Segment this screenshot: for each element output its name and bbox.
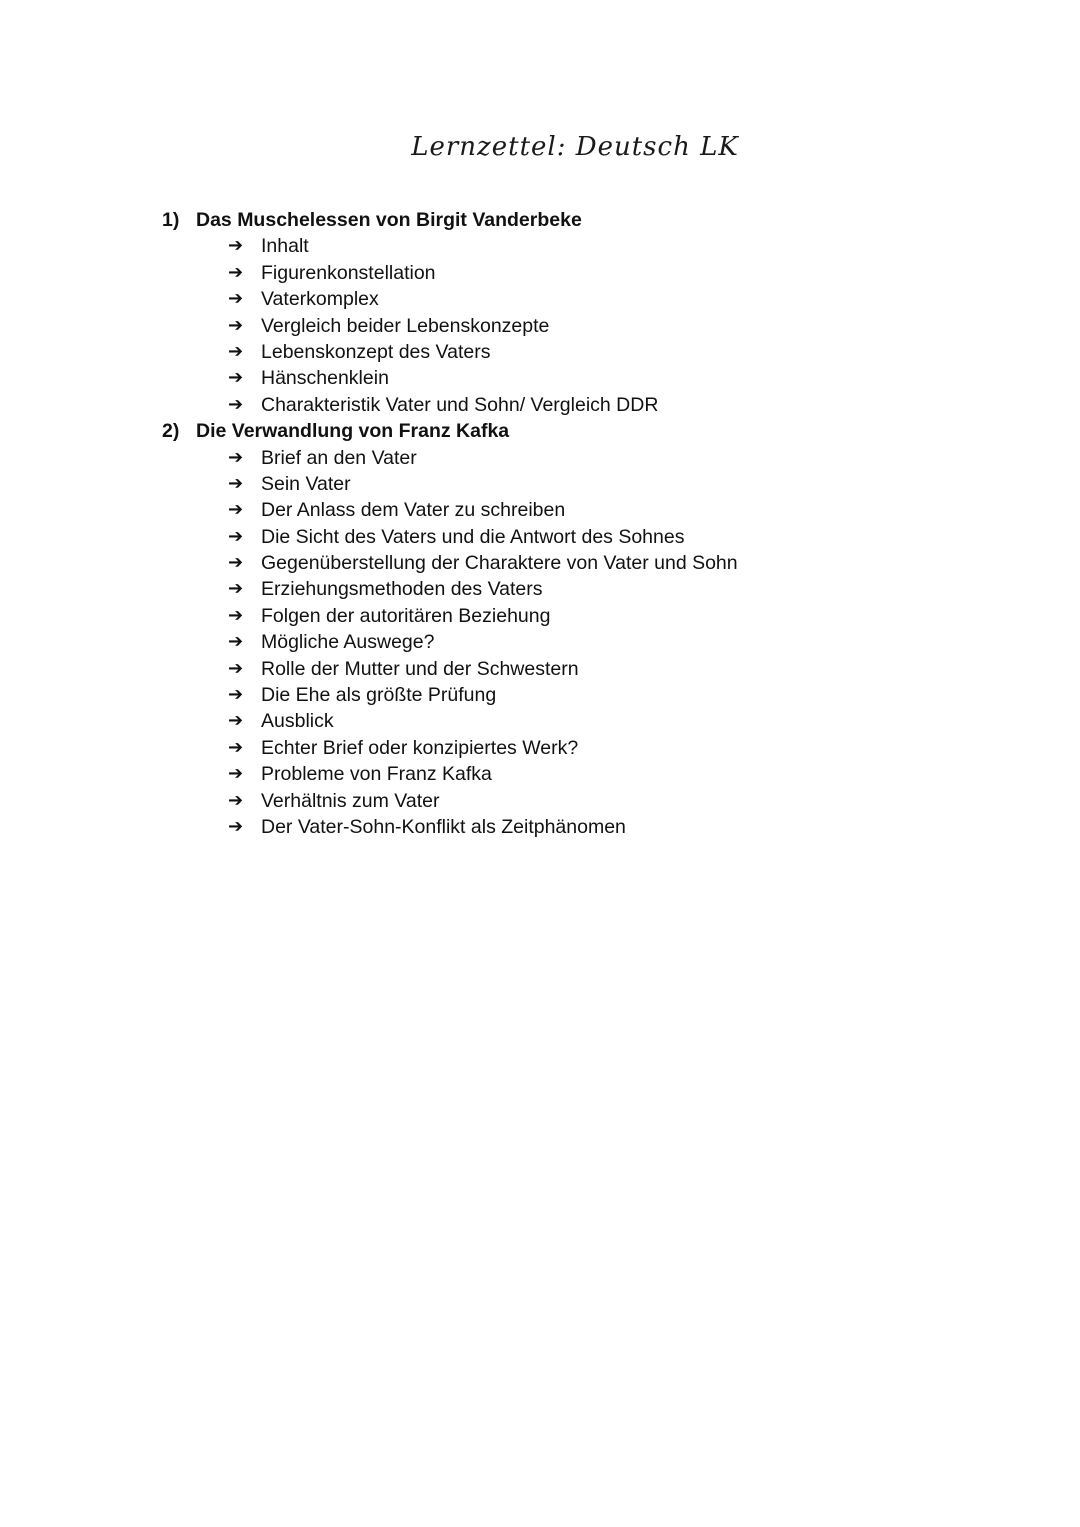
list-item [162,339,962,365]
outline-list [162,207,962,840]
arrow-right-icon: ➔ [228,552,244,574]
arrow-right-icon: ➔ [228,472,244,494]
list-item-label: Der Vater-Sohn-Konflikt als Zeitphänomen [261,815,626,838]
list-item [162,445,962,471]
list-item [162,260,962,286]
list-item-label: Der Anlass dem Vater zu schreiben [261,499,566,522]
list-item [162,497,962,523]
arrow-right-icon: ➔ [228,604,244,626]
arrow-right-icon: ➔ [228,736,244,758]
arrow-right-icon: ➔ [228,815,244,837]
list-item [162,814,962,840]
arrow-right-icon: ➔ [228,578,244,600]
list-item [162,286,962,312]
list-item [162,629,962,655]
list-item-label: Brief an den Vater [261,446,417,469]
list-item-label: Mögliche Auswege? [261,631,435,654]
section-heading [162,207,962,233]
arrow-right-icon: ➔ [228,525,244,547]
arrow-right-icon: ➔ [228,393,244,415]
list-item-label: Die Ehe als größte Prüfung [261,684,497,707]
arrow-right-icon: ➔ [228,710,244,732]
list-item [162,576,962,602]
list-item [162,550,962,576]
arrow-right-icon: ➔ [228,261,244,283]
list-item-label: Echter Brief oder konzipiertes Werk? [261,736,579,759]
list-item [162,471,962,497]
arrow-right-icon: ➔ [228,340,244,362]
arrow-right-icon: ➔ [228,367,244,389]
list-item [162,656,962,682]
arrow-right-icon: ➔ [228,446,244,468]
list-item-label: Sein Vater [261,472,351,495]
list-item [162,735,962,761]
list-item [162,313,962,339]
list-item [162,682,962,708]
list-item [162,761,962,787]
list-item-label: Ausblick [261,710,334,733]
section-title: Die Verwandlung von Franz Kafka [196,420,510,443]
arrow-right-icon: ➔ [228,789,244,811]
list-item-label: Folgen der autoritären Beziehung [261,604,551,627]
section-heading [162,418,962,444]
arrow-right-icon: ➔ [228,235,244,257]
list-item-label: Figurenkonstellation [261,261,436,284]
list-item-label: Vaterkomplex [261,288,379,311]
arrow-right-icon: ➔ [228,499,244,521]
arrow-right-icon: ➔ [228,631,244,653]
list-item-label: Verhältnis zum Vater [261,789,440,812]
list-item-label: Lebenskonzept des Vaters [261,340,491,363]
list-item-label: Erziehungsmethoden des Vaters [261,578,543,601]
arrow-right-icon: ➔ [228,314,244,336]
list-item-label: Die Sicht des Vaters und die Antwort des Sohnes [261,525,685,548]
list-item [162,788,962,814]
list-item [162,524,962,550]
section-title: Das Muschelessen von Birgit Vanderbeke [196,209,582,231]
section-number: 1) [162,209,180,231]
list-item-label: Probleme von Franz Kafka [261,763,492,786]
list-item [162,708,962,734]
document-title: Lernzettel: Deutsch LK [411,132,739,162]
list-item-label: Charakteristik Vater und Sohn/ Vergleich DDR [261,393,659,416]
arrow-right-icon: ➔ [228,763,244,785]
list-item-label: Gegenüberstellung der Charaktere von Vater und Sohn [261,552,738,575]
list-item-label: Vergleich beider Lebenskonzepte [261,314,550,337]
list-item [162,233,962,259]
arrow-right-icon: ➔ [228,657,244,679]
list-item-label: Rolle der Mutter und der Schwestern [261,657,579,680]
list-item [162,365,962,391]
list-item-label: Hänschenklein [261,367,389,390]
arrow-right-icon: ➔ [228,684,244,706]
list-item [162,392,962,418]
list-item-label: Inhalt [261,235,309,258]
section-number: 2) [162,420,180,443]
list-item [162,603,962,629]
arrow-right-icon: ➔ [228,288,244,310]
